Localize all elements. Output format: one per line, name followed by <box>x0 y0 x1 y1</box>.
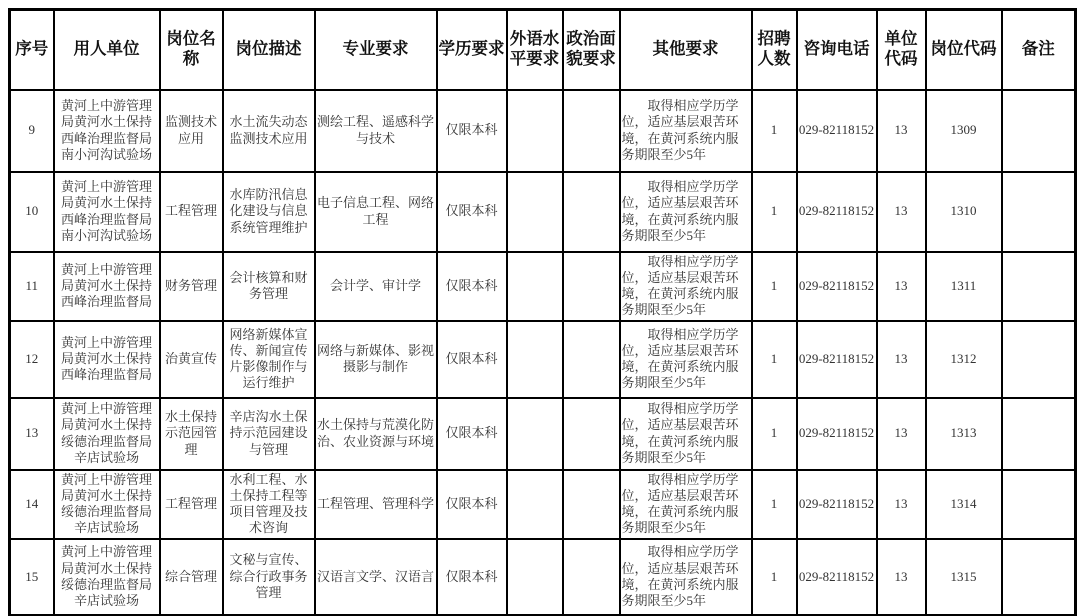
recruitment-positions-page <box>0 8 1080 616</box>
cell-position-desc: 水土流失动态监测技术应用 <box>223 90 315 172</box>
table-row <box>10 172 1076 252</box>
cell-serial: 11 <box>10 252 54 321</box>
cell-position-code: 1314 <box>926 470 1002 539</box>
cell-education-req: 仅限本科 <box>437 252 507 321</box>
cell-phone: 029-82118152 <box>797 90 877 172</box>
header-cell-foreign-lang-req: 外语水平要求 <box>507 10 563 90</box>
header-cell-education-req: 学历要求 <box>437 10 507 90</box>
cell-other-req: 取得相应学历学位，适应基层艰苦环境，在黄河系统内服务期限至少5年 <box>620 539 752 616</box>
cell-headcount: 1 <box>752 470 797 539</box>
cell-education-req: 仅限本科 <box>437 172 507 252</box>
cell-phone: 029-82118152 <box>797 172 877 252</box>
cell-foreign-lang-req <box>507 90 563 172</box>
cell-foreign-lang-req <box>507 398 563 470</box>
cell-other-req: 取得相应学历学位，适应基层艰苦环境，在黄河系统内服务期限至少5年 <box>620 321 752 398</box>
cell-education-req: 仅限本科 <box>437 539 507 616</box>
cell-major-req: 水土保持与荒漠化防治、农业资源与环境 <box>315 398 437 470</box>
cell-headcount: 1 <box>752 90 797 172</box>
cell-unit-code: 13 <box>877 539 926 616</box>
cell-headcount: 1 <box>752 539 797 616</box>
cell-foreign-lang-req <box>507 252 563 321</box>
cell-serial: 9 <box>10 90 54 172</box>
header-row <box>10 10 1076 90</box>
cell-other-req: 取得相应学历学位，适应基层艰苦环境，在黄河系统内服务期限至少5年 <box>620 172 752 252</box>
cell-major-req: 网络与新媒体、影视摄影与制作 <box>315 321 437 398</box>
cell-position-desc: 水库防汛信息化建设与信息系统管理维护 <box>223 172 315 252</box>
cell-political-req <box>563 90 620 172</box>
cell-major-req: 会计学、审计学 <box>315 252 437 321</box>
cell-phone: 029-82118152 <box>797 539 877 616</box>
cell-position-name: 工程管理 <box>160 470 223 539</box>
cell-political-req <box>563 539 620 616</box>
header-cell-unit-code: 单位代码 <box>877 10 926 90</box>
cell-other-req: 取得相应学历学位，适应基层艰苦环境，在黄河系统内服务期限至少5年 <box>620 252 752 321</box>
cell-position-code: 1313 <box>926 398 1002 470</box>
header-cell-position-desc: 岗位描述 <box>223 10 315 90</box>
cell-education-req: 仅限本科 <box>437 90 507 172</box>
cell-headcount: 1 <box>752 398 797 470</box>
cell-phone: 029-82118152 <box>797 321 877 398</box>
cell-employer: 黄河上中游管理局黄河水土保持西峰治理监督局南小河沟试验场 <box>54 90 160 172</box>
header-cell-major-req: 专业要求 <box>315 10 437 90</box>
cell-foreign-lang-req <box>507 321 563 398</box>
cell-position-desc: 网络新媒体宣传、新闻宣传片影像制作与运行维护 <box>223 321 315 398</box>
cell-position-name: 监测技术应用 <box>160 90 223 172</box>
cell-serial: 14 <box>10 470 54 539</box>
cell-foreign-lang-req <box>507 172 563 252</box>
recruitment-table <box>8 8 1077 616</box>
cell-political-req <box>563 321 620 398</box>
cell-employer: 黄河上中游管理局黄河水土保持西峰治理监督局 <box>54 252 160 321</box>
cell-unit-code: 13 <box>877 398 926 470</box>
cell-phone: 029-82118152 <box>797 252 877 321</box>
cell-serial: 10 <box>10 172 54 252</box>
cell-major-req: 测绘工程、遥感科学与技术 <box>315 90 437 172</box>
cell-remarks <box>1002 90 1076 172</box>
cell-phone: 029-82118152 <box>797 470 877 539</box>
header-cell-remarks: 备注 <box>1002 10 1076 90</box>
cell-position-name: 财务管理 <box>160 252 223 321</box>
cell-major-req: 汉语言文学、汉语言 <box>315 539 437 616</box>
cell-headcount: 1 <box>752 172 797 252</box>
header-cell-employer: 用人单位 <box>54 10 160 90</box>
table-row <box>10 321 1076 398</box>
cell-position-code: 1310 <box>926 172 1002 252</box>
header-cell-political-req: 政治面貌要求 <box>563 10 620 90</box>
cell-foreign-lang-req <box>507 470 563 539</box>
table-row <box>10 252 1076 321</box>
cell-position-desc: 文秘与宣传、综合行政事务管理 <box>223 539 315 616</box>
cell-unit-code: 13 <box>877 470 926 539</box>
cell-remarks <box>1002 172 1076 252</box>
cell-unit-code: 13 <box>877 90 926 172</box>
cell-serial: 12 <box>10 321 54 398</box>
cell-education-req: 仅限本科 <box>437 398 507 470</box>
cell-position-name: 综合管理 <box>160 539 223 616</box>
cell-remarks <box>1002 539 1076 616</box>
cell-phone: 029-82118152 <box>797 398 877 470</box>
cell-unit-code: 13 <box>877 252 926 321</box>
cell-position-name: 水土保持示范园管理 <box>160 398 223 470</box>
cell-remarks <box>1002 252 1076 321</box>
cell-major-req: 电子信息工程、网络工程 <box>315 172 437 252</box>
cell-serial: 13 <box>10 398 54 470</box>
cell-employer: 黄河上中游管理局黄河水土保持绥德治理监督局辛店试验场 <box>54 539 160 616</box>
cell-remarks <box>1002 398 1076 470</box>
cell-headcount: 1 <box>752 321 797 398</box>
table-row <box>10 470 1076 539</box>
cell-position-code: 1309 <box>926 90 1002 172</box>
cell-position-desc: 辛店沟水土保持示范园建设与管理 <box>223 398 315 470</box>
table-row <box>10 90 1076 172</box>
header-cell-other-req: 其他要求 <box>620 10 752 90</box>
cell-political-req <box>563 470 620 539</box>
cell-position-name: 工程管理 <box>160 172 223 252</box>
cell-employer: 黄河上中游管理局黄河水土保持绥德治理监督局辛店试验场 <box>54 398 160 470</box>
cell-unit-code: 13 <box>877 321 926 398</box>
cell-position-desc: 水利工程、水土保持工程等项目管理及技术咨询 <box>223 470 315 539</box>
cell-major-req: 工程管理、管理科学 <box>315 470 437 539</box>
cell-remarks <box>1002 470 1076 539</box>
header-cell-serial: 序号 <box>10 10 54 90</box>
header-cell-position-name: 岗位名称 <box>160 10 223 90</box>
cell-employer: 黄河上中游管理局黄河水土保持西峰治理监督局 <box>54 321 160 398</box>
cell-remarks <box>1002 321 1076 398</box>
header-cell-position-code: 岗位代码 <box>926 10 1002 90</box>
cell-other-req: 取得相应学历学位，适应基层艰苦环境，在黄河系统内服务期限至少5年 <box>620 470 752 539</box>
cell-political-req <box>563 398 620 470</box>
cell-position-code: 1315 <box>926 539 1002 616</box>
cell-foreign-lang-req <box>507 539 563 616</box>
cell-other-req: 取得相应学历学位，适应基层艰苦环境，在黄河系统内服务期限至少5年 <box>620 398 752 470</box>
cell-political-req <box>563 172 620 252</box>
table-row <box>10 398 1076 470</box>
header-cell-phone: 咨询电话 <box>797 10 877 90</box>
cell-education-req: 仅限本科 <box>437 321 507 398</box>
cell-position-code: 1312 <box>926 321 1002 398</box>
cell-position-desc: 会计核算和财务管理 <box>223 252 315 321</box>
cell-unit-code: 13 <box>877 172 926 252</box>
cell-headcount: 1 <box>752 252 797 321</box>
cell-employer: 黄河上中游管理局黄河水土保持西峰治理监督局南小河沟试验场 <box>54 172 160 252</box>
header-cell-headcount: 招聘人数 <box>752 10 797 90</box>
cell-education-req: 仅限本科 <box>437 470 507 539</box>
cell-other-req: 取得相应学历学位，适应基层艰苦环境，在黄河系统内服务期限至少5年 <box>620 90 752 172</box>
cell-position-code: 1311 <box>926 252 1002 321</box>
cell-political-req <box>563 252 620 321</box>
cell-position-name: 治黄宣传 <box>160 321 223 398</box>
cell-serial: 15 <box>10 539 54 616</box>
table-row <box>10 539 1076 616</box>
cell-employer: 黄河上中游管理局黄河水土保持绥德治理监督局辛店试验场 <box>54 470 160 539</box>
